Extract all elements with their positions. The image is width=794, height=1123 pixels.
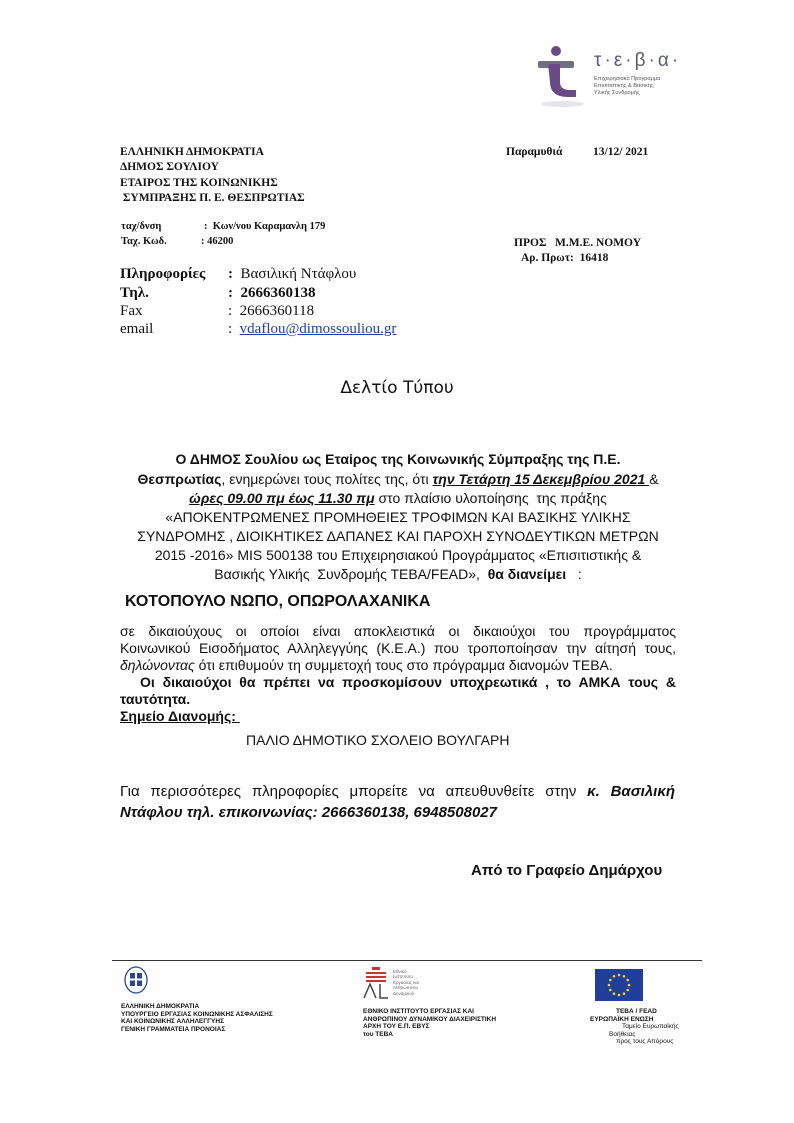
eiead-logo-icon — [363, 967, 389, 999]
requirements-line: Οι δικαιούχοι θα πρέπει να προσκομίσουν υποχρεωτικά , το ΑΜΚΑ τους & — [140, 674, 676, 690]
requirements-line: ταυτότητα. — [120, 691, 191, 707]
contact-tel-row: Τηλ. : 2666360138 — [120, 285, 316, 301]
footer-middle-text: ΕΘΝΙΚΟ ΙΝΣΤΙΤΟΥΤΟ ΕΡΓΑΣΙΑΣ ΚΑΙ ΑΝΘΡΩΠΙΝΟΥ ΔΥΝΑΜΙΚΟΥ ΔΙΑΧΕΙΡΙΣΤΙΚΗ ΑΡΧΗ ΤΟΥ Ε.Π. ΕΒΥΣ του ΤΕΒΑ — [363, 1008, 497, 1038]
tel-value: 2666360138 — [240, 285, 316, 301]
teba-subtitle-line: Επιχειρησιακό Πρόγραμμα — [594, 76, 661, 82]
announcement-line: Ο ΔΗΜΟΣ Σουλίου ως Εταίρος της Κοινωνικής Σύμπραξης της Π.Ε. — [175, 451, 621, 467]
tel-label: Τηλ. — [120, 285, 149, 301]
footer-left-text: ΕΛΛΗΝΙΚΗ ΔΗΜΟΚΡΑΤΙΑ ΥΠΟΥΡΓΕΙΟ ΕΡΓΑΣΙΑΣ ΚΟΙΝΩΝΙΚΗΣ ΑΣΦΑΛΙΣΗΣ ΚΑΙ ΚΟΙΝΩΝΙΚΗΣ ΑΛΛΗΛΕΓΓΥΗΣ ΓΕΝΙΚΗ ΓΡΑΜΜΑΤΕΙΑ ΠΡΟΝΟΙΑΣ — [121, 1003, 273, 1033]
distribution-date: την Τετάρτη 15 Δεκεμβρίου 2021 — [432, 471, 650, 487]
contact-info-row: Πληροφορίες : Βασιλική Ντάφλου — [120, 266, 357, 282]
email-label: email — [120, 321, 154, 337]
distribution-point-label: Σημείο Διανομής: — [120, 708, 240, 724]
info-value: Βασιλική Ντάφλου — [240, 266, 357, 282]
address-label: ταχ/δνση — [121, 221, 162, 232]
document-date: 13/12/ 2021 — [593, 146, 649, 158]
document-title: Δελτίο Τύπου — [340, 378, 454, 398]
announcement-line: 2015 -2016» MIS 500138 του Επιχειρησιακού Προγράμματος «Επισιτιστικής & — [154, 547, 642, 563]
teba-brand-text: τ·ε·β·α· — [594, 50, 682, 71]
postal-value: : 46200 — [201, 236, 234, 247]
info-label: Πληροφορίες — [120, 266, 206, 282]
org-line: ΣΥΜΠΡΑΞΗΣ Π. Ε. ΘΕΣΠΡΩΤΙΑΣ — [120, 192, 305, 204]
footer-divider — [112, 960, 702, 961]
announcement-line: ΣΥΝΔΡΟΜΗΣ , ΔΙΟΙΚΗΤΙΚΕΣ ΔΑΠΑΝΕΣ ΚΑΙ ΠΑΡΟΧΗ ΣΥΝΟΔΕΥΤΙΚΩΝ ΜΕΤΡΩΝ — [137, 528, 659, 544]
teba-subtitle-line: Επισιτιστικής & Βασικής — [594, 83, 654, 89]
org-line: ΕΛΛΗΝΙΚΗ ΔΗΜΟΚΡΑΤΙΑ — [120, 146, 264, 158]
place: Παραμυθιά — [506, 146, 563, 158]
protocol-number: Αρ. Πρωτ: 16418 — [521, 252, 609, 264]
announcement-line: Βασικής Υλικής Συνδρομής ΤΕΒΑ/FEAD», θα διανείμει : — [214, 566, 582, 582]
fax-value: 2666360118 — [239, 303, 315, 319]
footer-right-text: ΤΕΒΑ / FEAD ΕΥΡΩΠΑΪΚΗ ΕΝΩΣΗ Ταμείο Ευρωπαϊκής Βοήθειας προς τους Απόρους — [590, 1008, 679, 1046]
eligibility-line: Κοινωνικού Εισοδήματος Αλληλεγγύης (Κ.Ε.Α.) που τροποποίησαν την αίτησή τους, — [120, 640, 676, 656]
hellenic-emblem — [124, 966, 148, 999]
signature: Από το Γραφείο Δημάρχου — [471, 862, 663, 879]
org-line: ΕΤΑΙΡΟΣ ΤΗΣ ΚΟΙΝΩΝΙΚΗΣ — [120, 177, 278, 189]
eu-flag-icon — [595, 969, 643, 1001]
recipient: ΠΡΟΣ Μ.Μ.Ε. ΝΟΜΟΥ — [514, 237, 641, 249]
eiead-logo — [363, 967, 389, 1004]
more-info-line: Για περισσότερες πληροφορίες μπορείτε να απευθυνθείτε στην κ. Βασιλική — [120, 783, 675, 800]
distribution-time: ώρες 09.00 πμ έως 11.30 πμ — [189, 490, 375, 506]
distribution-point-value: ΠΑΛΙΟ ΔΗΜΟΤΙΚΟ ΣΧΟΛΕΙΟ ΒΟΥΛΓΑΡΗ — [246, 732, 510, 748]
teba-logo-icon — [536, 44, 590, 110]
email-link[interactable]: vdaflou@dimossouliou.gr — [239, 321, 397, 337]
announcement-line: ώρες 09.00 πμ έως 11.30 πμ στο πλαίσιο υλοποίησης της πράξης — [189, 490, 607, 506]
eu-flag — [595, 969, 643, 1006]
address-value: : Κων/νου Καραμανλη 179 — [204, 221, 326, 232]
contact-fax-row: Fax : 2666360118 — [120, 303, 315, 319]
greek-coat-of-arms-icon — [124, 966, 148, 994]
postal-label: Ταχ. Κωδ. — [121, 236, 167, 247]
distributed-products: ΚΟΤΟΠΟΥΛΟ ΝΩΠΟ, ΟΠΩΡΟΛΑΧΑΝΙΚΑ — [125, 593, 431, 610]
eligibility-line: δηλώνοντας ότι επιθυμούν τη συμμετοχή τους στο πρόγραμμα διανομών ΤΕΒΑ. — [120, 657, 613, 673]
teba-subtitle-line: Υλικής Συνδρομής — [594, 90, 640, 96]
contact-email-row: email : vdaflou@dimossouliou.gr — [120, 321, 397, 337]
eiead-logo-text: Εθνικό Ινστιτούτο Εργασίας και Ανθρώπινου Δυναμικού — [393, 969, 420, 996]
announcement-line: «ΑΠΟΚΕΝΤΡΩΜΕΝΕΣ ΠΡΟΜΗΘΕΙΕΣ ΤΡΟΦΙΜΩΝ ΚΑΙ ΒΑΣΙΚΗΣ ΥΛΙΚΗΣ — [165, 509, 631, 525]
announcement-line: Θεσπρωτίας, ενημερώνει τους πολίτες της, ότι την Τετάρτη 15 Δεκεμβρίου 2021 & — [137, 471, 659, 487]
more-info-line: Ντάφλου τηλ. επικοινωνίας: 2666360138, 6948508027 — [120, 804, 497, 821]
org-line: ΔΗΜΟΣ ΣΟΥΛΙΟΥ — [120, 161, 219, 173]
fax-label: Fax — [120, 303, 143, 319]
teba-logo — [536, 44, 590, 110]
eligibility-line: σε δικαιούχους οι οποίοι είναι αποκλειστικά οι δικαιούχοι του προγράμματος — [120, 623, 676, 639]
